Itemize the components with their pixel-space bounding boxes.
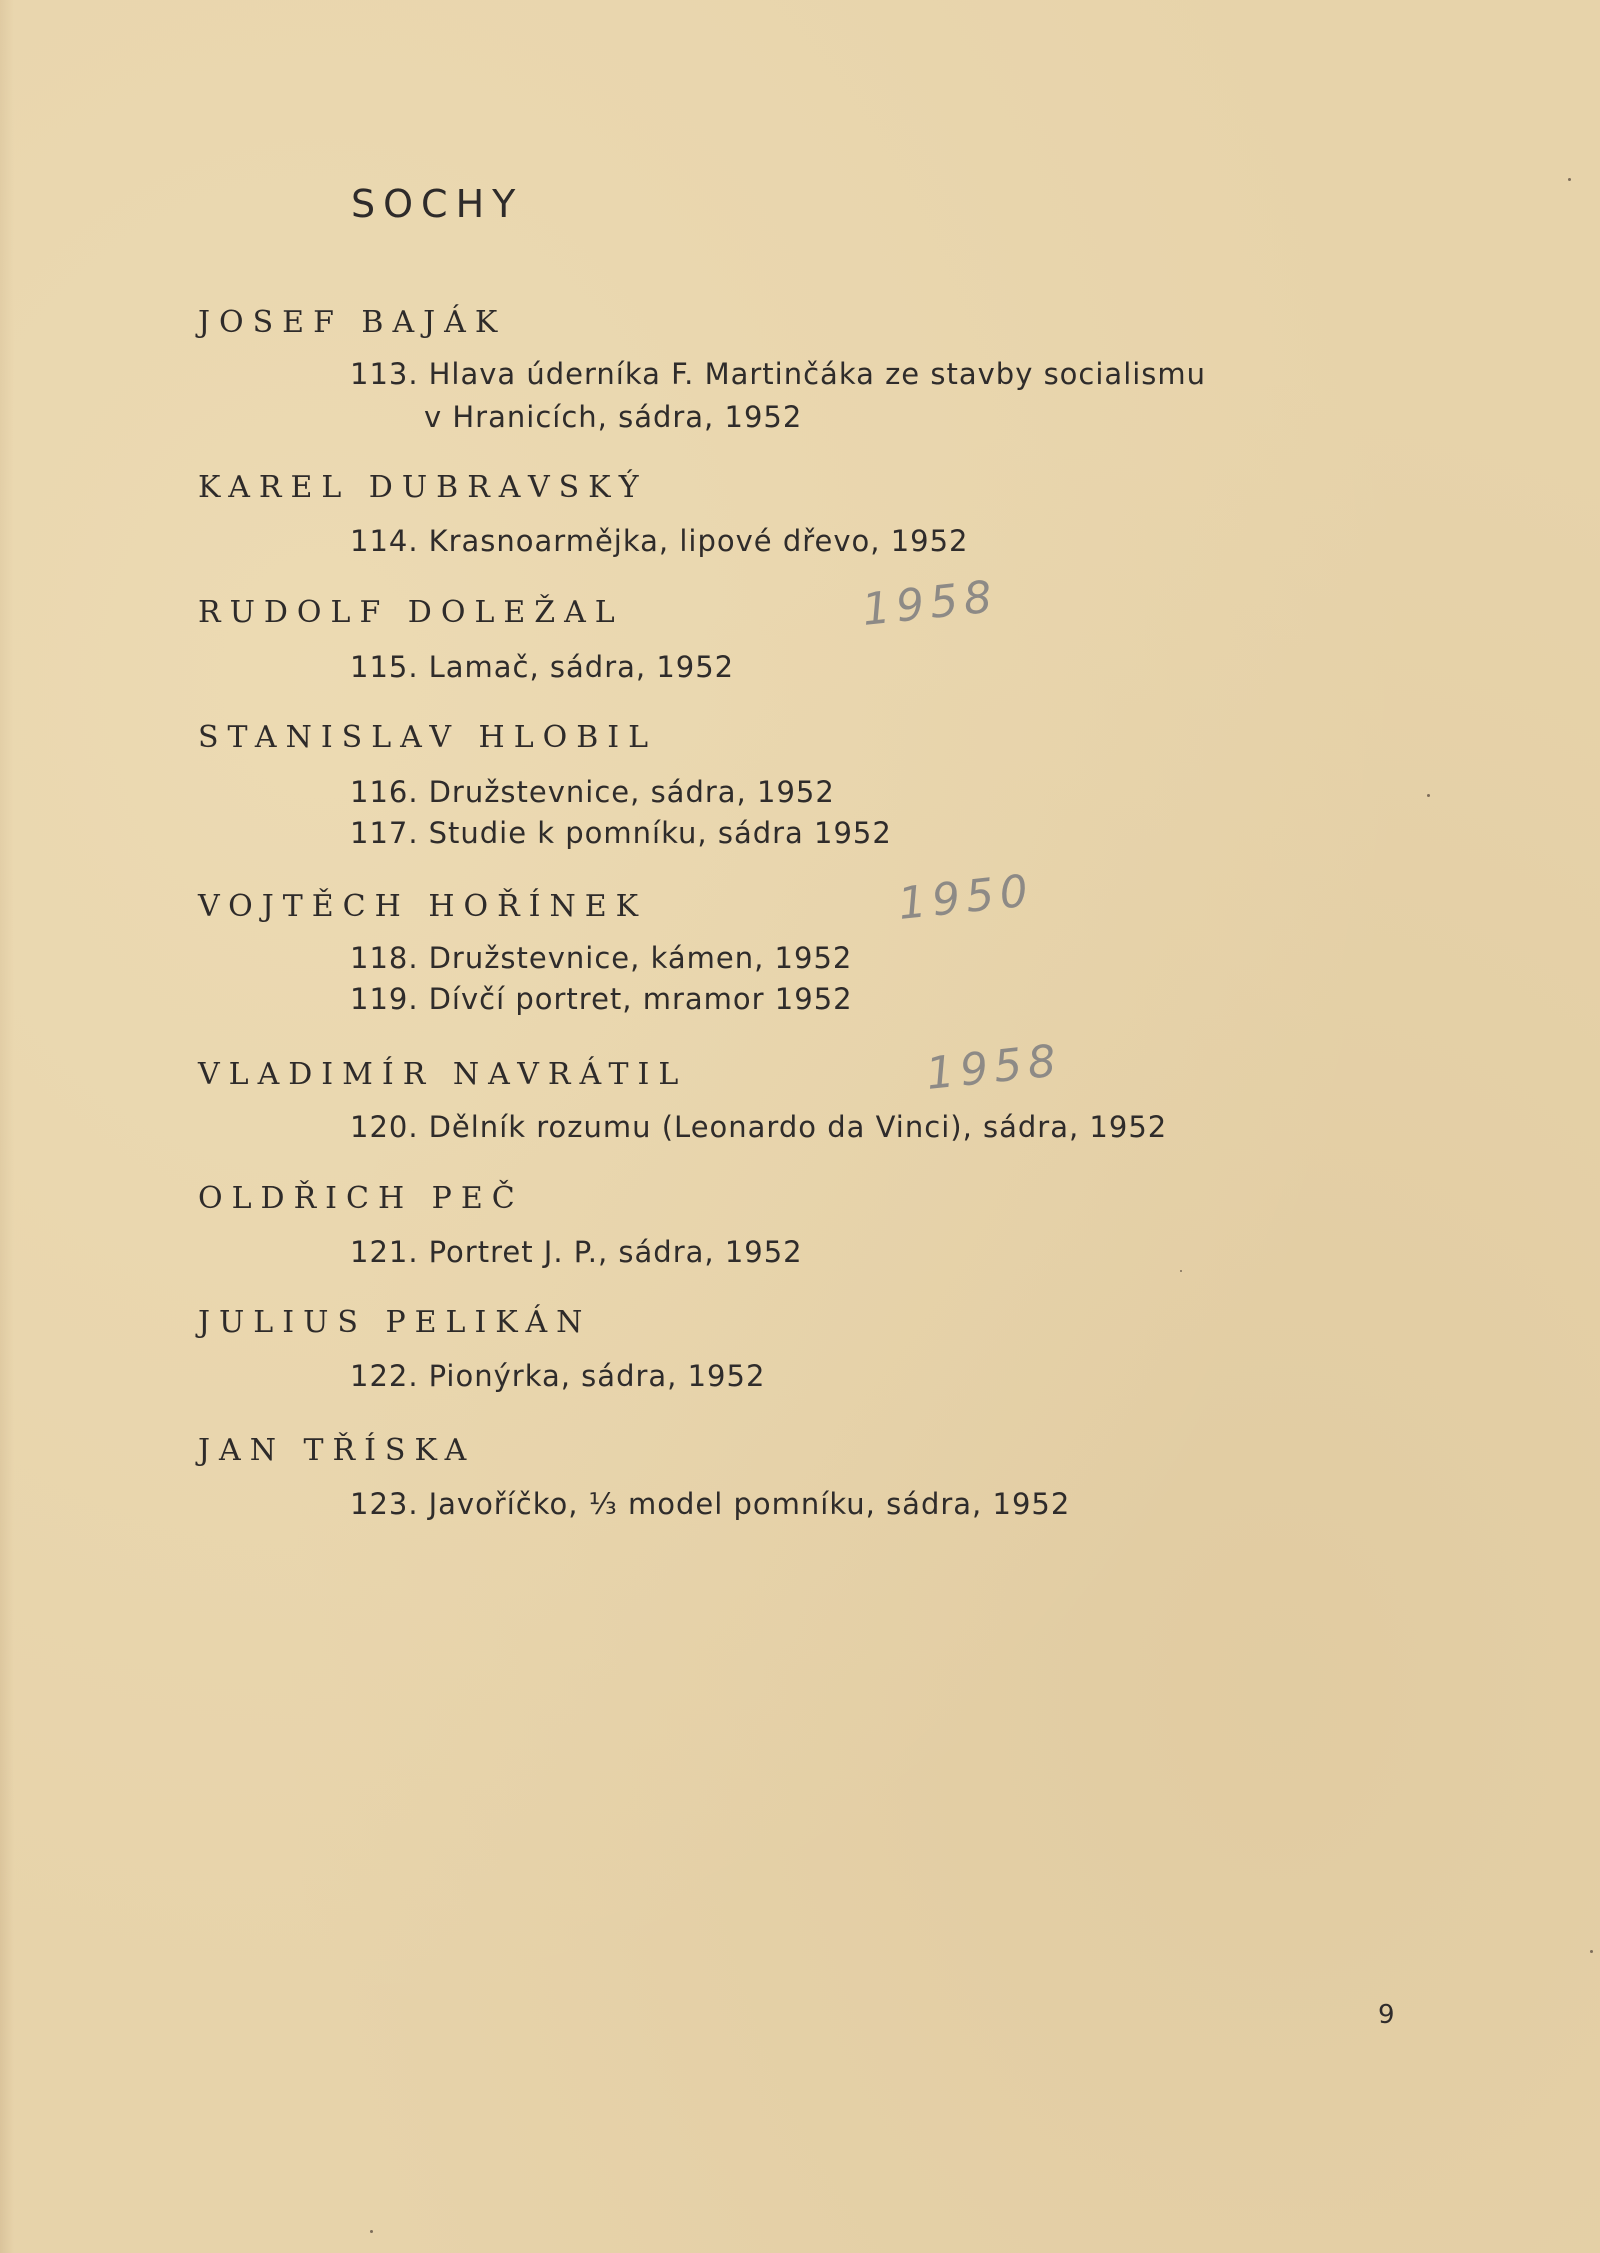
section-title: SOCHY (351, 182, 524, 226)
handwritten-note: 1950 (895, 865, 1037, 930)
paper-speck (1590, 1950, 1593, 1953)
artist-name: RUDOLF DOLEŽAL (198, 595, 624, 630)
paper-speck (1427, 794, 1430, 797)
work-description: Družstevnice, sádra, 1952 (428, 775, 835, 809)
work-description: Portret J. P., sádra, 1952 (428, 1235, 803, 1269)
work-item (350, 982, 853, 1016)
work-number: 116. (350, 775, 419, 809)
work-item (350, 524, 969, 558)
work-description: Krasnoarmějka, lipové dřevo, 1952 (428, 524, 969, 558)
paper-speck (1568, 178, 1571, 181)
work-number: 121. (350, 1235, 419, 1269)
work-number: 113. (350, 357, 419, 391)
work-number: 122. (350, 1359, 419, 1393)
artist-name: VOJTĚCH HOŘÍNEK (198, 889, 648, 924)
work-description: Dívčí portret, mramor 1952 (428, 982, 853, 1016)
work-description: Družstevnice, kámen, 1952 (428, 941, 853, 975)
work-item (350, 650, 734, 684)
work-number: 119. (350, 982, 419, 1016)
work-number: 118. (350, 941, 419, 975)
work-item (350, 1110, 1167, 1144)
work-description-continuation: v Hranicích, sádra, 1952 (424, 400, 803, 434)
work-number: 115. (350, 650, 419, 684)
work-description: Dělník rozumu (Leonardo da Vinci), sádra, 1952 (428, 1110, 1168, 1144)
artist-name: STANISLAV HLOBIL (198, 720, 658, 755)
artist-name: JAN TŘÍSKA (198, 1433, 476, 1468)
work-item (350, 1359, 765, 1393)
work-item (350, 1235, 803, 1269)
work-description: Studie k pomníku, sádra 1952 (428, 816, 892, 850)
handwritten-note: 1958 (859, 571, 1001, 636)
paper-speck (1180, 1270, 1182, 1272)
work-description: Javoříčko, ⅓ model pomníku, sádra, 1952 (428, 1487, 1071, 1521)
paper-speck (370, 2230, 373, 2233)
work-number: 120. (350, 1110, 419, 1144)
work-number: 123. (350, 1487, 419, 1521)
work-item (350, 816, 892, 850)
work-number: 114. (350, 524, 419, 558)
artist-name: JOSEF BAJÁK (198, 305, 507, 340)
work-number: 117. (350, 816, 419, 850)
work-item (350, 357, 1206, 391)
artist-name: OLDŘICH PEČ (198, 1181, 524, 1216)
artist-name: KAREL DUBRAVSKÝ (198, 470, 648, 505)
page-number: 9 (1378, 2000, 1395, 2030)
work-item (350, 1487, 1070, 1521)
work-item (350, 775, 835, 809)
work-description: Lamač, sádra, 1952 (428, 650, 735, 684)
artist-name: JULIUS PELIKÁN (198, 1305, 592, 1340)
work-description: Hlava úderníka F. Martinčáka ze stavby socialismu (428, 357, 1207, 391)
handwritten-note: 1958 (923, 1035, 1065, 1100)
work-description: Pionýrka, sádra, 1952 (428, 1359, 766, 1393)
artist-name: VLADIMÍR NAVRÁTIL (198, 1057, 688, 1092)
work-item (350, 941, 852, 975)
